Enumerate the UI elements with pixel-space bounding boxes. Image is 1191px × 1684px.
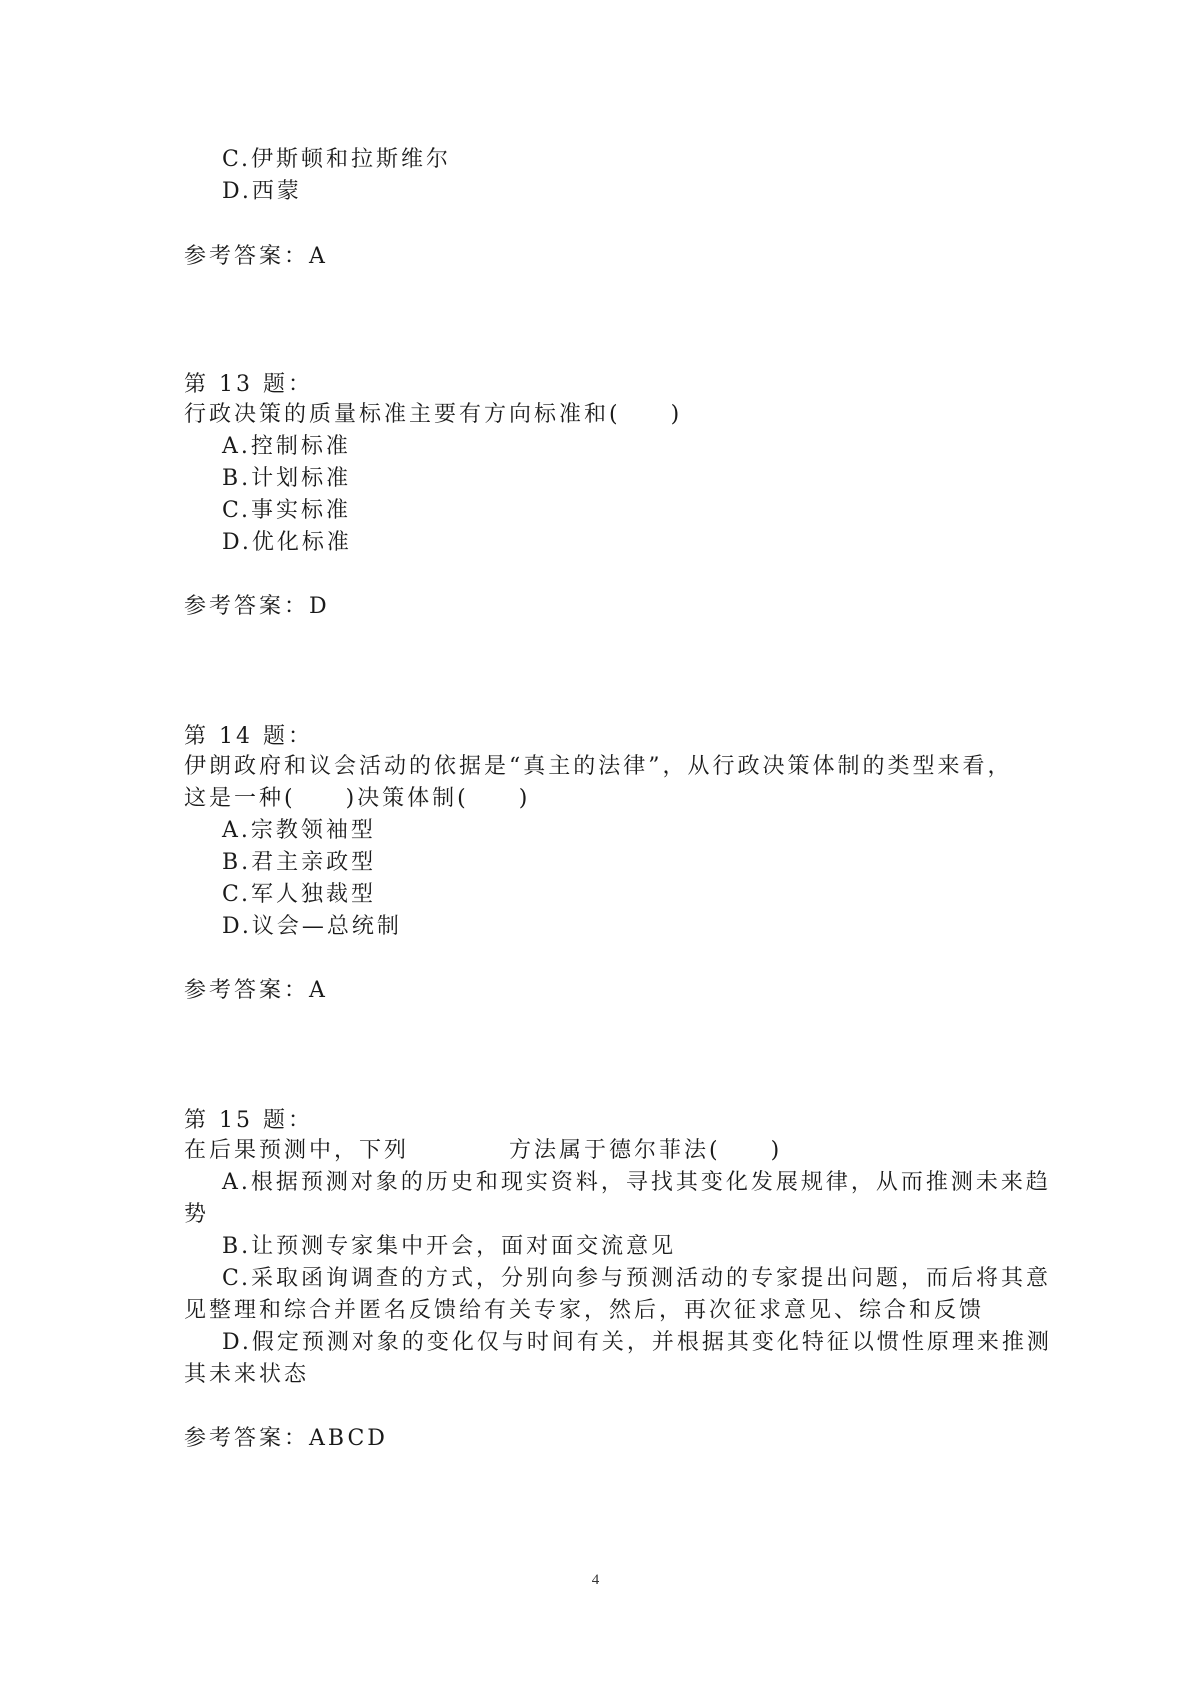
q14-stem-line1: 伊朗政府和议会活动的依据是“真主的法律”，从行政决策体制的类型来看， <box>184 754 1013 779</box>
page-number: 4 <box>591 1572 600 1588</box>
q15-option-a-line2: 势 <box>184 1202 210 1227</box>
q15-option-c-line2: 见整理和综合并匿名反馈给有关专家，然后，再次征求意见、综合和反馈 <box>184 1298 985 1323</box>
q14-answer: 参考答案：A <box>184 978 328 1003</box>
q14-stem-line2: 这是一种( )决策体制( ) <box>184 786 531 811</box>
q15-option-a-line1: A.根据预测对象的历史和现实资料，寻找其变化发展规律，从而推测未来趋 <box>222 1170 1051 1195</box>
q15-stem: 在后果预测中，下列 方法属于德尔菲法( ) <box>184 1138 783 1163</box>
q13-option-b: B.计划标准 <box>222 466 352 491</box>
q14-option-c: C.军人独裁型 <box>222 882 377 907</box>
q14-option-a: A.宗教领袖型 <box>222 818 376 843</box>
q15-option-b: B.让预测专家集中开会，面对面交流意见 <box>222 1234 677 1259</box>
q14-option-b: B.君主亲政型 <box>222 850 377 875</box>
q15-option-d-line1: D.假定预测对象的变化仅与时间有关，并根据其变化特征以惯性原理来推测 <box>222 1330 1052 1355</box>
q12-option-c: C.伊斯顿和拉斯维尔 <box>222 147 452 172</box>
q13-heading: 第 13 题： <box>184 372 313 397</box>
q15-heading: 第 15 题： <box>184 1108 313 1133</box>
q14-option-d: D.议会—总统制 <box>222 914 402 939</box>
q15-option-c-line1: C.采取函询调查的方式，分别向参与预测活动的专家提出问题，而后将其意 <box>222 1266 1052 1291</box>
q13-answer: 参考答案：D <box>184 594 330 619</box>
q13-stem: 行政决策的质量标准主要有方向标准和( ) <box>184 402 683 427</box>
q13-option-a: A.控制标准 <box>222 434 351 459</box>
q15-option-d-line2: 其未来状态 <box>184 1362 310 1387</box>
q12-option-d: D.西蒙 <box>222 179 302 204</box>
q13-option-d: D.优化标准 <box>222 530 352 555</box>
q13-option-c: C.事实标准 <box>222 498 352 523</box>
q15-answer: 参考答案：ABCD <box>184 1426 388 1451</box>
q12-answer: 参考答案：A <box>184 244 328 269</box>
q14-heading: 第 14 题： <box>184 724 313 749</box>
